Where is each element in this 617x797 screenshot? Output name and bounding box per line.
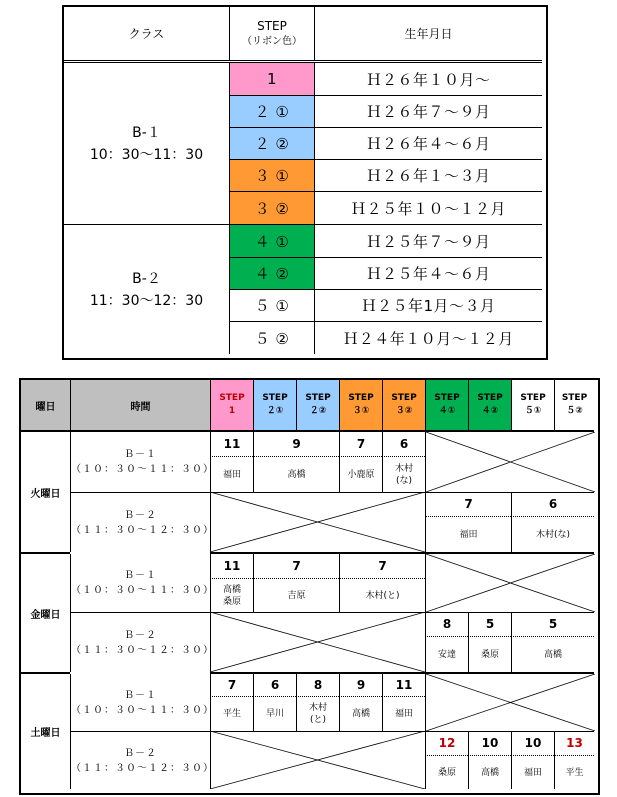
teacher-cell: 桑原 xyxy=(425,755,468,789)
time-tue-b2: Ｂ－２ （１１：３０～１２：３０） xyxy=(70,492,210,552)
teacher-cell: 早川 xyxy=(253,696,296,731)
step-cell: ４ ② xyxy=(229,257,314,289)
header-time: 時間 xyxy=(70,380,210,430)
birth-cell: Ｈ２５年１０～１２月 xyxy=(314,191,542,224)
count-cell: 7 xyxy=(339,432,382,456)
time-tue-b1: Ｂ－１ （１０：３０～１１：３０） xyxy=(70,432,210,492)
step-cell: ２ ② xyxy=(229,127,314,159)
count-cell: 5 xyxy=(511,612,594,636)
empty-cross-cell xyxy=(425,554,594,612)
teacher-cell: 高橋 xyxy=(339,696,382,731)
time-fri-b2: Ｂ－２ （１１：３０～１２：３０） xyxy=(70,612,210,672)
birth-cell: Ｈ２６年１０月～ xyxy=(314,63,542,95)
empty-cross-cell xyxy=(210,492,425,552)
header-step-title: STEP xyxy=(257,18,287,33)
header-step: STEP ３② xyxy=(382,380,425,430)
teacher-cell: 高橋 xyxy=(468,755,511,789)
step-cell: ５ ① xyxy=(229,289,314,321)
count-cell: 8 xyxy=(425,612,468,636)
count-cell: 7 xyxy=(425,492,511,516)
time-sat-b1: Ｂ－１ （１０：３０～１１：３０） xyxy=(70,674,210,731)
birth-cell: Ｈ２５年1月～３月 xyxy=(314,289,542,321)
step-cell: ３ ① xyxy=(229,159,314,191)
header-birth: 生年月日 xyxy=(314,7,542,60)
header-step: STEP ３① xyxy=(339,380,382,430)
class-b2-cell xyxy=(64,224,229,354)
count-cell: 11 xyxy=(210,432,253,456)
birth-cell: Ｈ２６年１～３月 xyxy=(314,159,542,191)
count-cell: 7 xyxy=(339,554,425,578)
step-cell: 1 xyxy=(229,63,314,95)
count-cell: 13 xyxy=(554,731,594,755)
birth-cell: Ｈ２５年４～６月 xyxy=(314,257,542,289)
teacher-cell: 高橋 xyxy=(253,456,339,492)
birth-cell: Ｈ２５年７～９月 xyxy=(314,224,542,257)
header-step: STEP ２① xyxy=(253,380,296,430)
empty-cross-cell xyxy=(210,731,425,789)
count-cell: 7 xyxy=(210,674,253,696)
teacher-cell: 小鹿原 xyxy=(339,456,382,492)
birth-cell: Ｈ２６年７～９月 xyxy=(314,95,542,127)
step-cell: ２ ① xyxy=(229,95,314,127)
day-fri: 金曜日 xyxy=(21,552,70,672)
header-step: STEP 1 xyxy=(210,380,253,430)
teacher-cell: 木村 (と) xyxy=(296,696,339,731)
day-sat: 土曜日 xyxy=(21,672,70,789)
class-b2-name: B-２ xyxy=(132,270,161,287)
teacher-cell: 福田 xyxy=(382,696,425,731)
teacher-cell: 高橋 xyxy=(511,636,594,672)
teacher-cell: 平生 xyxy=(210,696,253,731)
count-cell: 10 xyxy=(468,731,511,755)
count-cell: 5 xyxy=(468,612,511,636)
empty-cross-cell xyxy=(425,432,594,492)
step-cell: ４ ① xyxy=(229,224,314,257)
count-cell: 6 xyxy=(253,674,296,696)
header-step xyxy=(229,7,314,60)
time-fri-b1: Ｂ－１ （１０：３０～１１：３０） xyxy=(70,554,210,612)
empty-cross-cell xyxy=(425,674,594,731)
class-b1-cell xyxy=(64,63,229,224)
step-cell: ３ ② xyxy=(229,191,314,224)
teacher-cell: 木村 (な) xyxy=(382,456,425,492)
count-cell: 11 xyxy=(382,674,425,696)
class-b2-time: 11：30～12：30 xyxy=(89,292,204,309)
teacher-cell: 高橋 桑原 xyxy=(210,578,253,612)
time-sat-b2: Ｂ－２ （１１：３０～１２：３０） xyxy=(70,731,210,789)
teacher-cell: 平生 xyxy=(554,755,594,789)
teacher-cell: 福田 xyxy=(511,755,554,789)
header-day: 曜日 xyxy=(21,380,70,430)
count-cell: 9 xyxy=(339,674,382,696)
birth-cell: Ｈ２４年１０月～１２月 xyxy=(314,321,542,354)
day-tue: 火曜日 xyxy=(30,488,61,500)
teacher-cell: 桑原 xyxy=(468,636,511,672)
class-b1-time: 10：30～11：30 xyxy=(89,146,204,163)
class-b1-name: B-１ xyxy=(132,124,161,141)
header-step: STEP ５① xyxy=(511,380,554,430)
header-step: STEP ４① xyxy=(425,380,468,430)
teacher-cell: 安達 xyxy=(425,636,468,672)
count-cell: 12 xyxy=(425,731,468,755)
class-step-table xyxy=(62,5,548,360)
empty-cross-cell xyxy=(210,612,425,672)
header-step-sub: （リボン色） xyxy=(242,35,302,47)
count-cell: 6 xyxy=(382,432,425,456)
header-step: STEP ２② xyxy=(296,380,339,430)
count-cell: 6 xyxy=(511,492,594,516)
header-step: STEP ４② xyxy=(468,380,511,430)
count-cell: 7 xyxy=(253,554,339,578)
teacher-cell: 福田 xyxy=(210,456,253,492)
birth-cell: Ｈ２６年４～６月 xyxy=(314,127,542,159)
teacher-cell: 木村(と) xyxy=(339,578,425,612)
header-class: クラス xyxy=(128,27,165,41)
teacher-cell: 木村(な) xyxy=(511,516,594,552)
header-step: STEP ５② xyxy=(554,380,594,430)
step-cell: ５ ② xyxy=(229,321,314,354)
weekly-schedule-table xyxy=(19,378,600,795)
teacher-cell: 吉原 xyxy=(253,578,339,612)
count-cell: 9 xyxy=(253,432,339,456)
count-cell: 8 xyxy=(296,674,339,696)
count-cell: 10 xyxy=(511,731,554,755)
count-cell: 11 xyxy=(210,554,253,578)
teacher-cell: 福田 xyxy=(425,516,511,552)
